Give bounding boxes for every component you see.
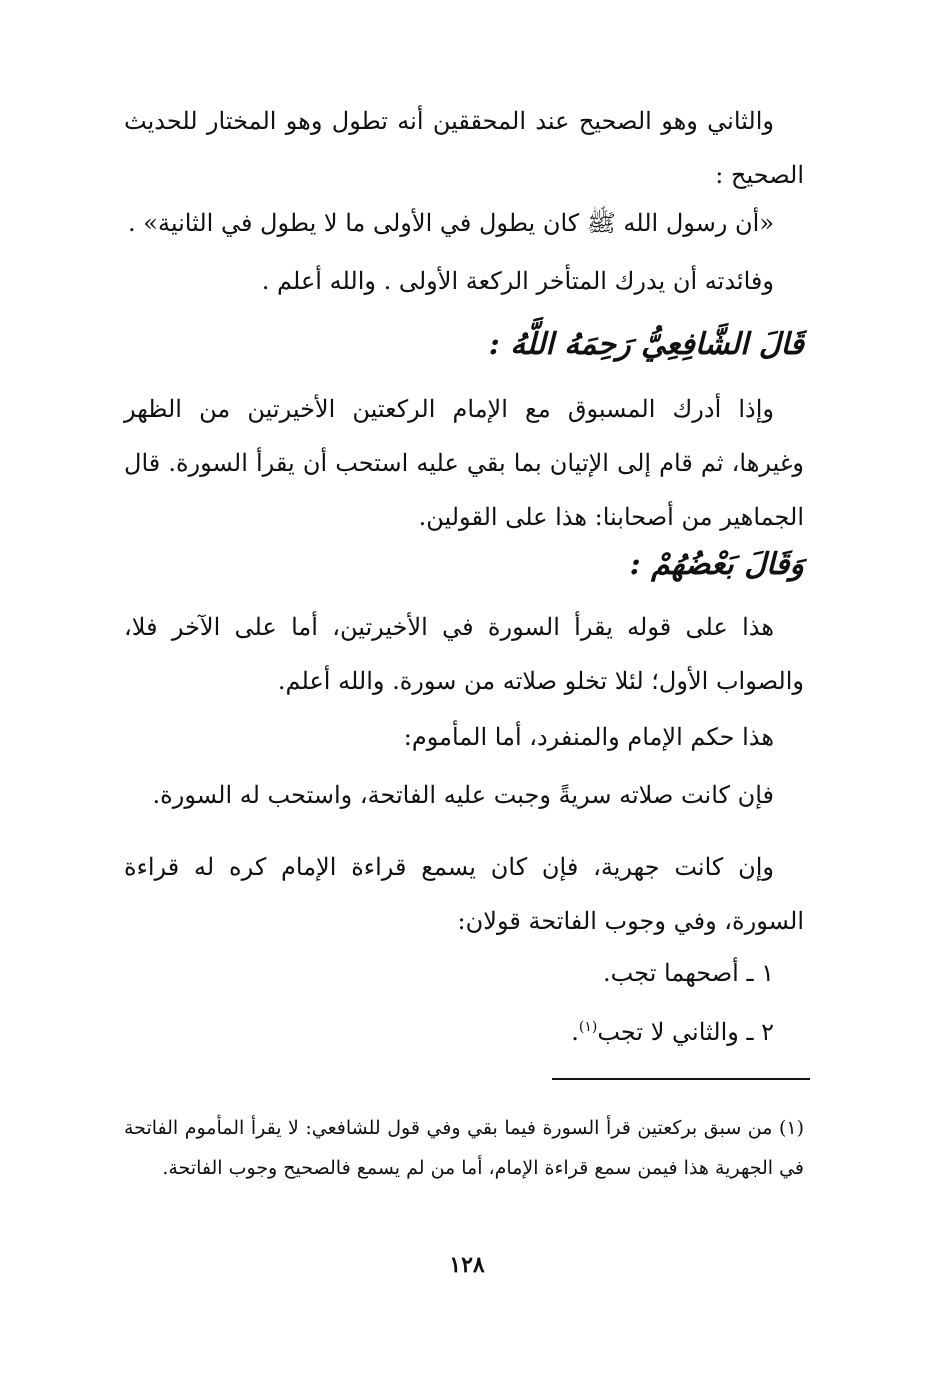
paragraph-mamum	[124, 710, 804, 764]
paragraph-silent	[124, 768, 804, 822]
paragraph-benefit	[124, 254, 804, 308]
paragraph-text: هذا على قوله يقرأ السورة في الأخيرتين، أما على الآخر فلا، والصواب الأول؛ لئلا تخلو صلاته من سورة. والله أعلم.	[124, 613, 804, 695]
list-item-text: ٢ ـ والثاني لا تجب	[597, 1018, 774, 1046]
paragraph-text: وفائدته أن يدرك المتأخر الركعة الأولى . والله أعلم .	[261, 267, 774, 295]
footnote-text: (١) من سبق بركعتين قرأ السورة فيما بقي وفي قول للشافعي: لا يقرأ المأموم الفاتحة في الجهرية هذا فيمن سمع قراءة الإمام، أما من لم يسمع فالصحيح وجوب الفاتحة.	[124, 1117, 804, 1179]
paragraph-masbuq	[124, 382, 804, 544]
paragraph-hadith	[124, 196, 804, 250]
paragraph-text: «أن رسول الله ﷺ كان يطول في الأولى ما لا يطول في الثانية» .	[128, 209, 774, 237]
list-item-second: ٢ ـ والثاني لا تجب$^{(١)}$.	[571, 1018, 774, 1046]
footnote-divider	[552, 1078, 810, 1080]
paragraph-surah-last	[124, 600, 804, 708]
paragraph-text: والثاني وهو الصحيح عند المحققين أنه تطول وهو المختار للحديث الصحيح :	[124, 107, 804, 189]
paragraph-text: هذا حكم الإمام والمنفرد، أما المأموم:	[403, 723, 774, 751]
paragraph-text: وإذا أدرك المسبوق مع الإمام الركعتين الأخيرتين من الظهر وغيرها، ثم قام إلى الإتيان بما بقي عليه استحب أن يقرأ السورة. قال الجماهير من أصحابنا: هذا على القولين.	[124, 395, 804, 531]
heading-some-said	[124, 538, 804, 592]
section-heading: وَقَالَ بَعْضُهُمْ :	[629, 547, 804, 582]
heading-shafii	[124, 318, 804, 372]
footnote-marker: (١)	[578, 1019, 598, 1035]
paragraph-text: وإن كانت جهرية، فإن كان يسمع قراءة الإمام كره له قراءة السورة، وفي وجوب الفاتحة قولان:	[124, 853, 804, 935]
paragraph-text: فإن كانت صلاته سريةً وجبت عليه الفاتحة، واستحب له السورة.	[152, 781, 774, 809]
paragraph-loud	[124, 840, 804, 948]
paragraph-second-opinion	[124, 94, 804, 202]
section-heading: قَالَ الشَّافِعِيُّ رَحِمَهُ اللَّهُ :	[488, 327, 804, 362]
list-item-first	[124, 946, 804, 1000]
page-number: ١٢٨	[449, 1252, 485, 1278]
list-item-text: ١ ـ أصحهما تجب.	[603, 959, 774, 987]
